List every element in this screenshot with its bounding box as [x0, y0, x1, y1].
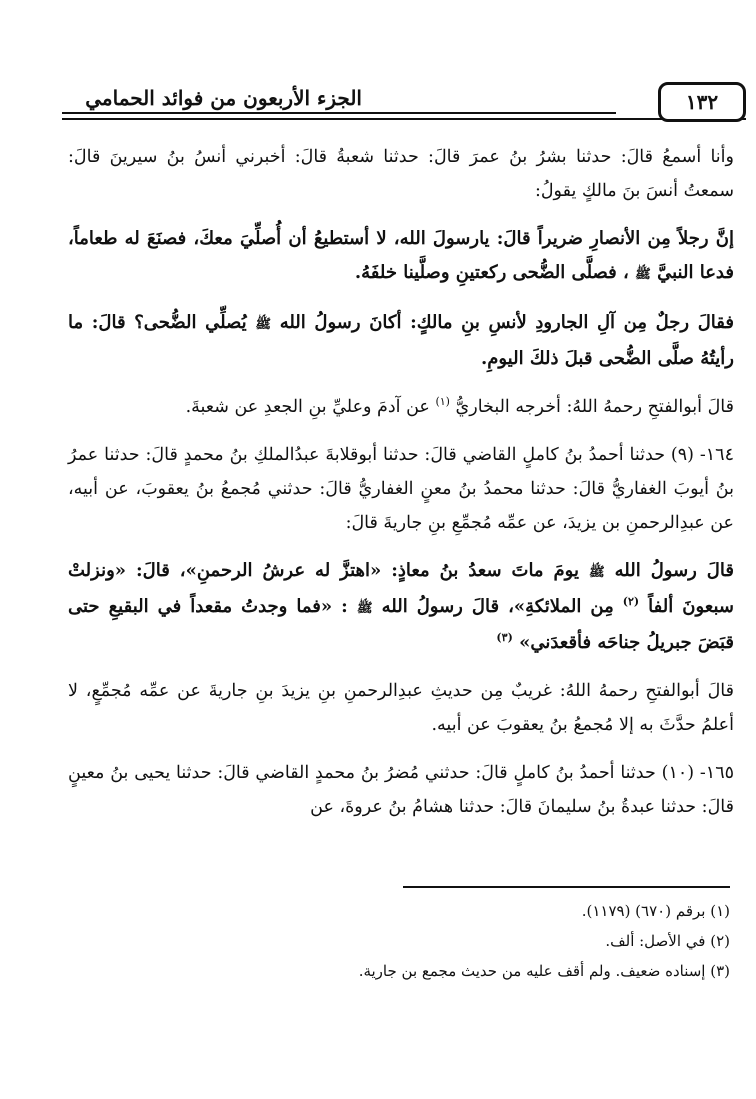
paragraph-5-isnad: ١٦٤- (٩) حدثنا أحمدُ بنُ كاملٍ القاضي قالَ: حدثنا أبوقلابةَ عبدُالملكِ بنُ محمدٍ قالَ: حدثنا عمرُ بنُ أيوبَ الغفاريُّ قالَ: حدثنا محمدُ بنُ معنٍ الغفاريُّ قالَ: حدثني مُجمعُ بنُ يعقوبَ، عن أبيه، عن عبدِالرحمنِ بن يزيدَ، عن عمِّه مُجمِّعِ بنِ جاريةَ قالَ: [68, 445, 734, 533]
main-text [68, 140, 734, 838]
paragraph-4 [68, 390, 734, 424]
salutation-glyph: ﷺ [635, 267, 651, 282]
page-number-badge [658, 82, 746, 122]
paragraph-8-isnad: ١٦٥- (١٠) حدثنا أحمدُ بنُ كاملٍ قالَ: حدثني مُضرُ بنُ محمدٍ القاضي قالَ: حدثنا يحيى بنُ معينٍ قالَ: حدثنا عبدةُ بنُ سليمانَ قالَ: حدثنا هشامُ بنُ عروةَ، عن [68, 763, 734, 817]
footnote-marker-2: (٢) [622, 595, 640, 608]
paragraph-6-hadith [68, 554, 734, 660]
hadith-text: مِن الملائكةِ»، قالَ رسولُ الله [381, 596, 614, 617]
paragraph-2-hadith [68, 222, 734, 292]
footnote-marker-1: (١) [435, 395, 450, 409]
hadith-text: ، فصلَّى الضُّحى ركعتينِ وصلَّينا خلفَهُ. [354, 262, 629, 283]
footnotes [240, 896, 730, 986]
page-number: ١٣٢ [685, 90, 719, 114]
paragraph-7: قالَ أبوالفتحِ رحمهُ اللهُ: غريبٌ مِن حديثِ عبدِالرحمنِ بنِ يزيدَ بنِ جاريةَ عن عمِّه مُجمِّعٍ، لا أعلمُ حدَّثَ به إلا مُجمعُ بنُ يعقوبَ عن أبيه. [68, 681, 734, 735]
paragraph-3-hadith [68, 306, 734, 376]
commentary-text: قالَ أبوالفتحِ رحمهُ اللهُ: أخرجه البخاريُّ [455, 397, 734, 417]
hadith-text: : «فما وجدتُ مقعداً في البقيعِ حتى قبَضَ جبريلُ جناحَه فأقعدَني» [68, 596, 734, 653]
footnote-1: (١) برقم (٦٧٠) (١١٧٩). [581, 902, 730, 920]
footnote-marker-3: (٣) [496, 631, 513, 644]
hadith-text: قالَ رسولُ الله [614, 560, 734, 581]
hadith-text: فقالَ رجلٌ مِن آلِ الجارودِ لأنسِ بنِ مالكٍ: أكانَ رسولُ الله [279, 312, 734, 333]
salutation-glyph: ﷺ [356, 601, 373, 616]
salutation-glyph: ﷺ [255, 317, 272, 332]
salutation-glyph: ﷺ [588, 565, 605, 580]
hadith-text: إنَّ رجلاً مِن الأنصارِ ضريراً قالَ: يارسولَ الله، لا أستطيعُ أن أُصلِّيَ معكَ، فصنَعَ له طعاماً، فدعا النبيَّ [68, 228, 734, 283]
hadith-text: يومَ ماتَ سعدُ بنُ معاذٍ: «اهتزَّ له عرشُ الرحمنِ»، قالَ: «ونزلتْ سبعونَ ألفاً [68, 560, 734, 617]
header-rule-bottom [62, 118, 746, 120]
page-header [62, 84, 746, 124]
footnote-3: (٣) إسناده ضعيف. ولم أقف عليه من حديث مجمع بن جارية. [358, 962, 730, 980]
paragraph-1: وأنا أسمعُ قالَ: حدثنا بشرُ بنُ عمرَ قالَ: حدثنا شعبةُ قالَ: أخبرني أنسُ بنُ سيرينَ قالَ: سمعتُ أنسَ بنَ مالكٍ يقولُ: [68, 147, 734, 201]
footnote-separator [403, 886, 730, 888]
hadith-text: يُصلِّي الضُّحى؟ قالَ: ما رأيتُهُ صلَّى الضُّحى قبلَ ذلكَ اليومِ. [68, 312, 734, 369]
header-rule-top [62, 112, 616, 114]
footnote-2: (٢) في الأصل: ألف. [605, 932, 730, 950]
commentary-text: عن آدمَ وعليِّ بنِ الجعدِ عن شعبةَ. [185, 397, 430, 417]
running-title: الجزء الأربعون من فوائد الحمامي [85, 86, 362, 110]
